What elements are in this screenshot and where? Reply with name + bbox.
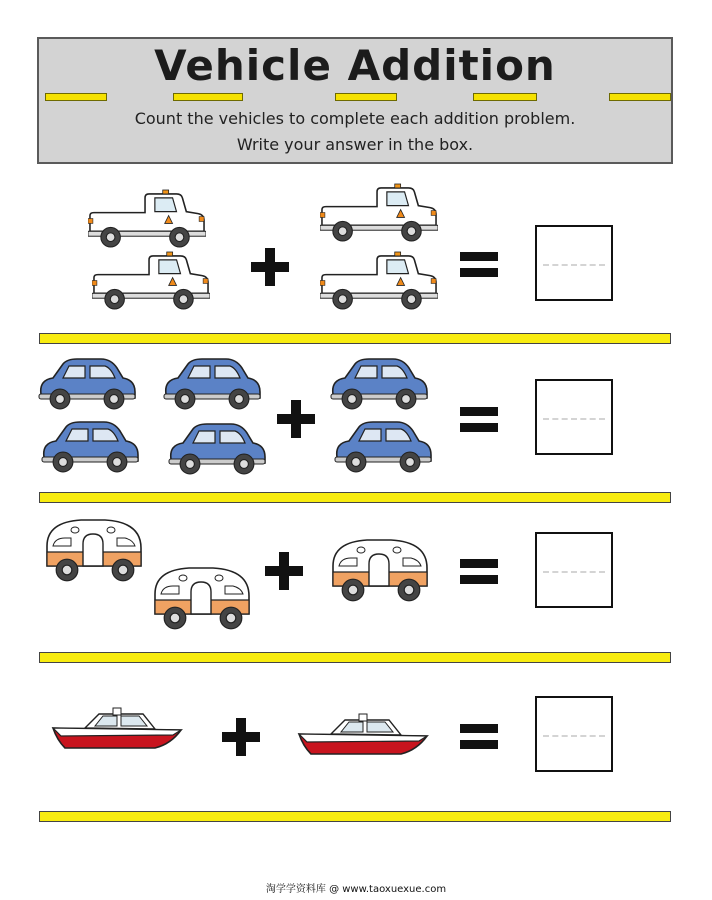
answer-box[interactable] <box>535 532 613 608</box>
answer-box[interactable] <box>535 225 613 301</box>
page-title: Vehicle Addition <box>154 41 556 90</box>
road-divider <box>39 333 671 344</box>
problem-4 <box>37 680 673 800</box>
problem-3 <box>37 512 673 642</box>
equals-sign <box>460 246 498 284</box>
boat-icon <box>297 708 431 758</box>
road-dash <box>335 93 397 101</box>
road-divider <box>39 492 671 503</box>
equals-sign <box>460 401 498 439</box>
plus-sign <box>265 552 303 590</box>
instruction-line-2: Write your answer in the box. <box>236 135 474 154</box>
road-dash <box>173 93 243 101</box>
pickup-truck-icon <box>320 182 438 245</box>
road-dash <box>45 93 107 101</box>
answer-box[interactable] <box>535 379 613 455</box>
equals-sign <box>460 553 498 591</box>
car-icon <box>167 421 267 477</box>
plus-sign <box>277 400 315 438</box>
car-icon <box>333 419 433 475</box>
plus-sign <box>251 248 289 286</box>
road-divider <box>39 811 671 822</box>
answer-box[interactable] <box>535 696 613 772</box>
road-dash <box>609 93 671 101</box>
header-banner <box>37 37 673 164</box>
pickup-truck-icon <box>320 250 438 313</box>
problem-2 <box>37 352 673 487</box>
pickup-truck-icon <box>92 250 210 313</box>
plus-sign <box>222 718 260 756</box>
boat-icon <box>51 702 185 752</box>
footer-credit: 淘学学资料库 @ www.taoxuexue.com <box>265 884 447 895</box>
pickup-truck-icon <box>88 188 206 251</box>
car-icon <box>329 356 429 412</box>
camper-icon <box>327 536 431 604</box>
road-divider <box>39 652 671 663</box>
camper-icon <box>149 564 253 632</box>
camper-icon <box>41 516 145 584</box>
road-dash <box>473 93 537 101</box>
car-icon <box>37 356 137 412</box>
problem-1 <box>37 180 673 330</box>
car-icon <box>40 419 140 475</box>
instruction-line-1: Count the vehicles to complete each addition problem. <box>134 109 576 128</box>
equals-sign <box>460 718 498 756</box>
car-icon <box>162 356 262 412</box>
